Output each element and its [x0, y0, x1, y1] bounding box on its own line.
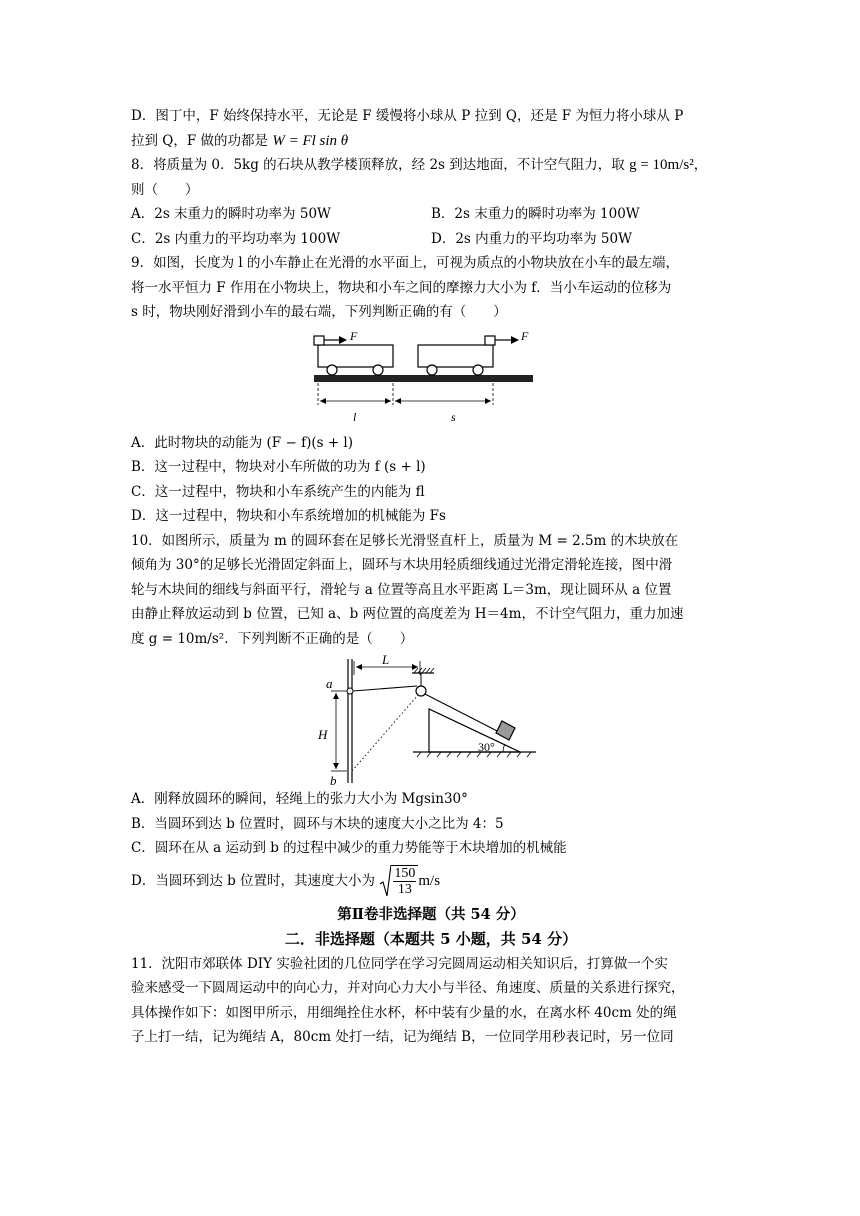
q11-stem-line2: 验来感受一下圆周运动中的向心力，并对向心力大小与半径、角速度、质量的关系进行探究， [131, 980, 685, 996]
q7-option-d-line1: D．图丁中，F 始终保持水平，无论是 F 缓慢将小球从 P 拉到 Q，还是 F 为恒力将小球从 P [131, 108, 684, 124]
q9-cart-left [318, 345, 393, 367]
q9-wheel [327, 365, 337, 375]
q9-option-d: D．这一过程中，物块和小车系统增加的机械能为 Fs [131, 508, 446, 524]
q9-label-l: l [353, 409, 357, 424]
q9-arrow-left [339, 336, 347, 344]
q9-option-a: A．此时物块的动能为 (F − f)(s + l) [131, 434, 354, 451]
q10-option-b: B．当圆环到达 b 位置时，圆环与木块的速度大小之比为 4：5 [131, 815, 504, 832]
q8-option-a: A．2s 末重力的瞬时功率为 50W [131, 206, 331, 222]
q9-cart-right [418, 345, 493, 367]
page-content [131, 104, 731, 1050]
q10-option-d-unit: m/s [418, 872, 441, 889]
section-title-part2: 第Ⅱ卷非选择题（共 54 分） [337, 905, 525, 923]
q9-block-right [485, 336, 495, 345]
q10-option-d-numerator: 150 [394, 866, 416, 881]
q10-stem-line2: 倾角为 30°的足够长光滑固定斜面上，圆环与木块用轻质细线通过光滑定滑轮连接，图中滑 [131, 557, 673, 573]
q10-stem-line1: 10．如图所示，质量为 m 的圆环套在足够长光滑竖直杆上，质量为 M = 2.5m 的木块放在 [131, 532, 679, 549]
q11-stem-line4: 子上打一结，记为绳结 A，80cm 处打一结，记为绳结 B，一位同学用秒表记时，另一位同 [131, 1029, 674, 1045]
q10-option-d [131, 861, 731, 901]
q10-wooden-block [496, 721, 515, 740]
q9-track [314, 375, 533, 382]
q9-option-b: B．这一过程中，物块对小车所做的功为 f (s + l) [131, 459, 426, 475]
q10-label-l: L [382, 652, 390, 667]
q10-option-d-text: D．当圆环到达 b 位置时，其速度大小为 [131, 872, 376, 889]
q8-stem-text: 8．将质量为 0．5kg 的石块从教学楼顶释放，经 2s 到达地面，不计空气阻力，取 [131, 157, 625, 173]
q9-wheel [473, 365, 483, 375]
q9-wheel [373, 365, 383, 375]
q9-label-f1: F [350, 328, 358, 343]
q10-figure [131, 651, 731, 787]
q9-figure [131, 325, 731, 431]
radical-sign-icon [379, 864, 391, 898]
q9-label-s: s [451, 409, 456, 424]
q9-stem-line1: 9．如图，长度为 l 的小车静止在光滑的水平面上，可视为质点的小物块放在小车的最左端， [131, 255, 679, 271]
q10-stem-line4: 由静止释放运动到 b 位置，已知 a、b 两位置的高度差为 H＝4m，不计空气阻力，重力加速 [131, 606, 684, 622]
q10-ring [347, 688, 353, 694]
q8-option-c: C．2s 内重力的平均功率为 100W [131, 230, 341, 247]
q10-label-h: H [318, 727, 328, 742]
q8-stem-line2: 则（ ） [131, 181, 199, 198]
q8-option-b: B．2s 末重力的瞬时功率为 100W [431, 206, 640, 222]
q7-option-d-formula: W = Fl sin θ [272, 132, 349, 149]
q8-option-d: D．2s 内重力的平均功率为 50W [431, 230, 632, 247]
q10-stem-line3: 轮与木块间的细线与斜面平行，滑轮与 a 位置等高且水平距离 L＝3m，现让圆环从 a 位置 [131, 581, 672, 598]
q9-stem-line2: 将一水平恒力 F 作用在小物块上，物块和小车之间的摩擦力大小为 f．当小车运动的位移为 [131, 279, 672, 296]
q8-options-row1 [131, 202, 731, 227]
q9-block-left [314, 336, 324, 345]
q9-option-c: C．这一过程中，物块和小车系统产生的内能为 fl [131, 483, 425, 500]
q9-wheel [427, 365, 437, 375]
section-title-nonchoice: 二．非选择题（本题共 5 小题，共 54 分） [284, 930, 578, 948]
q9-cart-diagram [131, 325, 731, 431]
q10-option-d-fraction [391, 865, 418, 897]
q10-option-d-sqrt [379, 864, 418, 898]
q10-stem-line5: 度 g = 10m/s²．下列判断不正确的是（ ） [131, 630, 414, 647]
q8-options-row2 [131, 227, 731, 252]
q9-label-f2: F [521, 328, 529, 343]
q9-arrow-right [511, 336, 519, 344]
q10-pulley [416, 686, 426, 696]
q8-stem-end: ， [693, 157, 708, 173]
q10-label-angle: 30° [478, 740, 495, 754]
q9-stem-line3: s 时，物块刚好滑到小车的最右端，下列判断正确的有（ ） [131, 304, 507, 320]
q10-label-b: b [330, 773, 337, 787]
q11-stem-line1: 11．沈阳市郊联体 DIY 实验社团的几位同学在学习完圆周运动相关知识后，打算做一个实 [131, 955, 668, 972]
q11-stem-line3: 具体操作如下：如图甲所示，用细绳拴住水杯，杯中装有少量的水，在离水杯 40cm 处的绳 [131, 1004, 677, 1021]
q7-option-d-text: 拉到 Q，F 做的功都是 [131, 132, 269, 149]
q8-gravity: g = 10m/s² [629, 157, 694, 173]
q10-option-a: A．刚释放圆环的瞬间，轻绳上的张力大小为 Mgsin30° [131, 791, 468, 807]
q10-option-c: C．圆环在从 a 运动到 b 的过程中减少的重力势能等于木块增加的机械能 [131, 840, 567, 856]
q8-stem-line1 [131, 153, 731, 178]
q10-pulley-diagram [131, 651, 731, 787]
q10-option-d-denominator: 13 [397, 882, 412, 897]
q10-label-a: a [326, 676, 333, 691]
q7-option-d-line2 [131, 129, 731, 154]
